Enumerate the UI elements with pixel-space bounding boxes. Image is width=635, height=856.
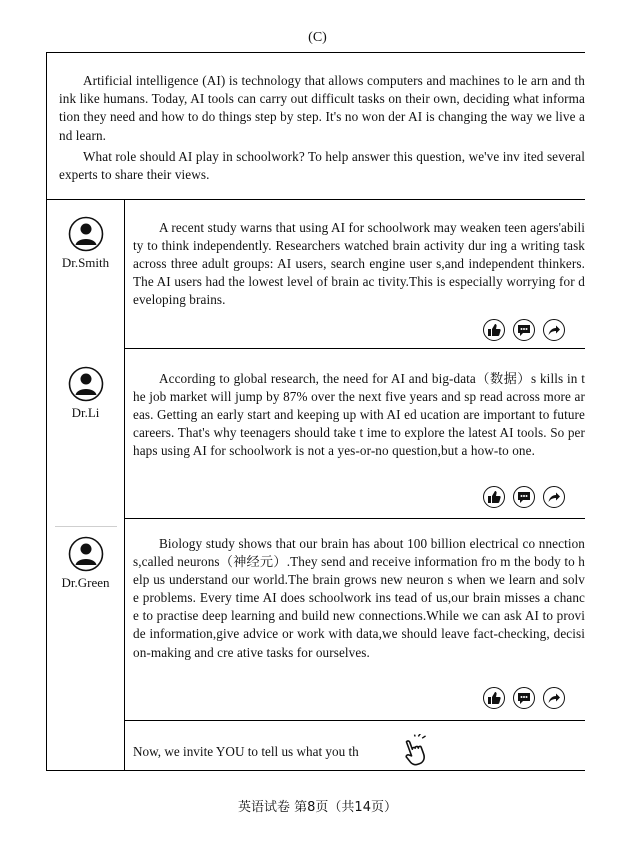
comment-icon[interactable] (513, 687, 535, 709)
expert-dr-smith (47, 216, 124, 271)
post-actions (483, 486, 565, 510)
share-icon[interactable] (543, 319, 565, 341)
expert-dr-green (47, 536, 124, 591)
intro-paragraph-1: Artificial intelligence (AI) is technology that allows computers and machines to le arn and think like humans. Today, AI tools can carry out difficult tasks on their own, deciding what information they need and how to do things step by step. It's no won der AI is changing the way we live and learn. (59, 73, 585, 143)
divider (125, 720, 585, 721)
post-actions (483, 687, 565, 711)
expert-name: Dr.Smith (61, 255, 110, 270)
expert-dr-li (47, 366, 124, 421)
divider (125, 348, 585, 349)
avatar-icon (68, 536, 104, 572)
section-label: (C) (308, 30, 327, 45)
share-icon[interactable] (543, 486, 565, 508)
divider (125, 518, 585, 519)
invite-text: Now, we invite YOU to tell us what you th (133, 744, 359, 759)
share-icon[interactable] (543, 687, 565, 709)
expert-column (47, 200, 125, 770)
expert-name: Dr.Green (61, 575, 110, 590)
thumbs-up-icon[interactable] (483, 687, 505, 709)
intro-paragraph-2: What role should AI play in schoolwork? To help answer this question, we've inv ited several experts to share their views. (59, 149, 585, 183)
avatar-icon (68, 366, 104, 402)
pointing-hand-icon[interactable] (403, 734, 435, 766)
thumbs-up-icon[interactable] (483, 486, 505, 508)
divider (55, 526, 117, 527)
post-text: Biology study shows that our brain has about 100 billion electrical co nnections,called neurons（神经元）.They send and receive information fro m the body to help us understand our world.The brain grows new neuron s when we learn and solve problems. Every time AI does schoolwork ins tead of us,our brain misses a chance to practise deep learning and build new connections.While we can ask AI to provide information,give advice or work with data,we should leave fact-checking, decision-making and cre ative tasks for ourselves. (133, 536, 585, 660)
post-text: A recent study warns that using AI for schoolwork may weaken teen agers'ability to think independently. Researchers watched brain activity dur ing a writing task across three adult groups: AI users, search engine user s,and independent thinkers. The AI users had the lowest level of brain ac tivity.This is especially worrying for developing brains. (133, 220, 585, 308)
post-actions (483, 319, 565, 343)
expert-name: Dr.Li (71, 405, 100, 420)
intro-section (47, 53, 585, 200)
post-text: According to global research, the need for AI and big-data（数据）s kills in the job market will jump by 87% over the next five years and sp read across more areas. Getting an early start and keeping up with AI ed ucation are important to future careers. That's why teenagers should take t ime to explore the latest AI tools. So perhaps using AI for schoolwork is not a yes-or-no question,but a how-to one. (133, 371, 585, 459)
avatar-icon (68, 216, 104, 252)
page-footer: 英语试卷 第8页（共14页） (238, 800, 397, 815)
thumbs-up-icon[interactable] (483, 319, 505, 341)
comment-icon[interactable] (513, 319, 535, 341)
comment-icon[interactable] (513, 486, 535, 508)
article-frame (46, 52, 585, 771)
